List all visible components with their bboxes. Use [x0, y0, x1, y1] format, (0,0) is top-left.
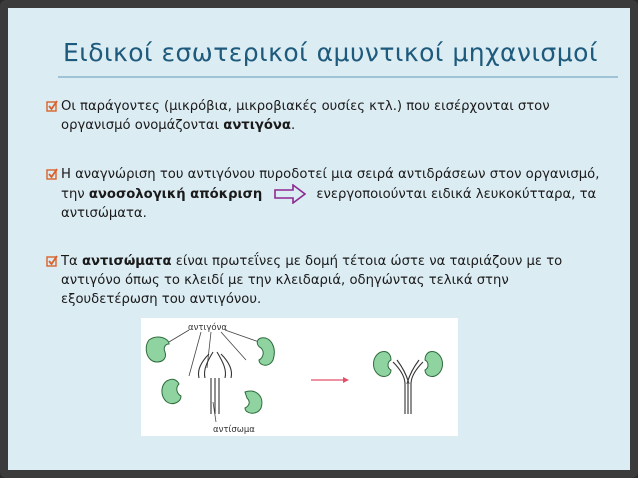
bullet-3	[46, 252, 606, 309]
bullet-2-bold: ανοσολογική απόκριση	[88, 187, 263, 202]
title-divider	[58, 76, 618, 78]
bullet-2-text: Η αναγνώριση του αντιγόνου πυροδοτεί μια σειρά αντιδράσεων στον οργανισμό, την	[61, 167, 600, 202]
antigen-shape	[146, 337, 169, 362]
bullet-1-after: .	[290, 118, 296, 133]
antigen-antibody-figure	[141, 318, 458, 436]
antigen-shape	[162, 379, 181, 403]
bullet-1	[46, 97, 606, 135]
reaction-arrow-icon	[311, 377, 349, 383]
free-antigens	[146, 337, 274, 413]
checkbox-bullet-icon	[46, 100, 58, 112]
bullet-2-after: ενεργοποιούνται ειδικά λευκοκύτταρα, τα αντισώματα.	[61, 187, 597, 221]
antigen-shape	[257, 338, 274, 365]
bullet-3-after: είναι πρωτεΐνες με δομή τέτοια ώστε να ταιριάζουν με το αντιγόνο όπως το κλειδί με την κλειδαριά, οδηγώντας τελικά στην εξουδετέρωση του αντιγόνου.	[61, 254, 563, 307]
label-antigen: αντιγόνα	[188, 323, 227, 333]
checkbox-bullet-icon	[46, 168, 58, 180]
antigen-shape	[374, 351, 392, 376]
antigen-shape	[245, 391, 262, 413]
checkbox-bullet-icon	[46, 255, 58, 267]
label-antibody: αντίσωμα	[213, 425, 255, 435]
bullet-3-text: Τα	[61, 254, 82, 269]
bullet-1-bold: αντιγόνα	[223, 118, 291, 133]
bullet-1-text: Οι παράγοντες (μικρόβια, μικροβιακές ουσίες κτλ.) που εισέρχονται στον οργανισμό ονομάζονται	[61, 99, 550, 133]
antigen-antibody-diagram	[141, 318, 458, 436]
bullet-3-bold: αντισώματα	[81, 254, 172, 269]
bullet-2	[46, 165, 606, 223]
antigen-shape	[425, 351, 443, 376]
antibody-bound	[393, 360, 423, 414]
bound-antigens	[374, 351, 443, 376]
antibody-unbound	[198, 352, 231, 414]
right-arrow-icon	[274, 184, 306, 204]
slide-title: Ειδικοί εσωτερικοί αμυντικοί μηχανισμοί	[63, 38, 598, 67]
